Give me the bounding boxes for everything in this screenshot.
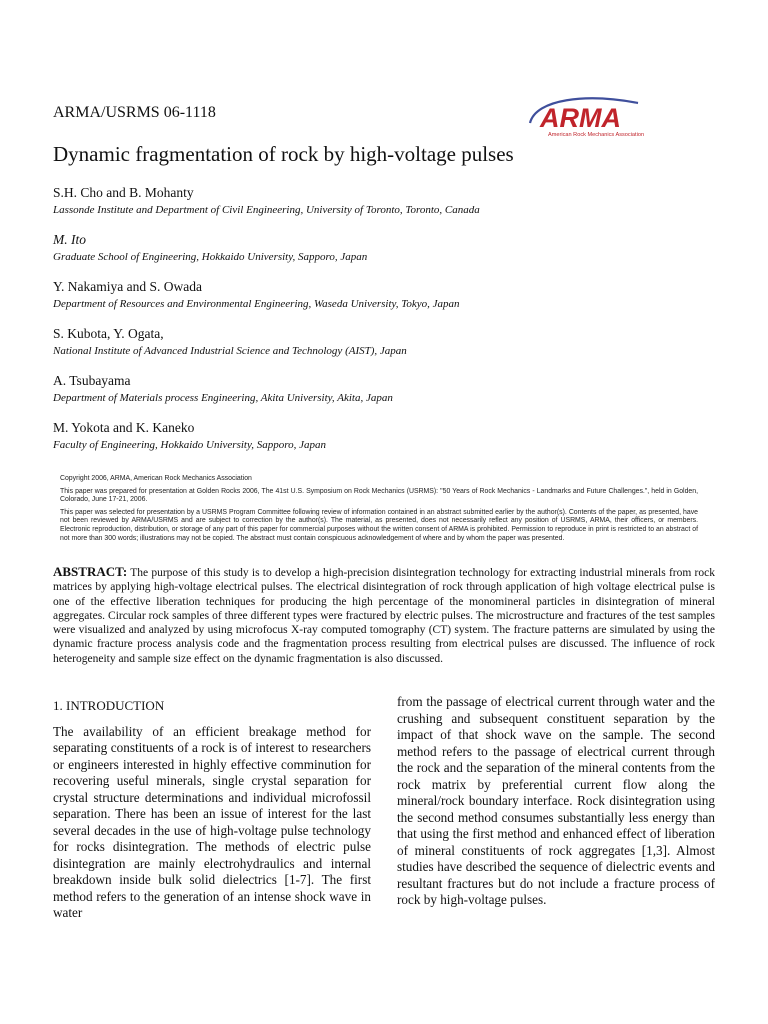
author-names: S. Kubota, Y. Ogata, [53,326,164,341]
author-names: Y. Nakamiya and S. Owada [53,279,202,294]
author-list [53,184,733,466]
paper-id: ARMA/USRMS 06-1118 [53,104,216,121]
selection-note: This paper was selected for presentation by a USRMS Program Committee following review of information contained in an abstract submitted earlier by the author(s). Contents of the paper, as presented, have not been reviewed by ARMA/USRMS and are subject to correction by the author(s). The material, as presented, does not necessarily reflect any position of USRMS, ARMA, their officers, or members. Electronic reproduction, distribution, or storage of any part of this paper for commercial purposes without the written consent of ARMA is prohibited. Permission to reproduce in print is restricted to an abstract of not more than 300 words; illustrations may not be copied. The abstract must contain conspicuous acknowledgement of where and by whom the paper was presented. [60,508,698,542]
author-affiliation: Department of Resources and Environmental Engineering, Waseda University, Tokyo, Japan [53,298,460,310]
abstract-label: ABSTRACT: [53,564,128,579]
intro-paragraph-left: The availability of an efficient breakage method for separating constituents of a rock is of interest to researchers or engineers interested in highly effective comminution for recovering useful minerals, single crystal separation for crystal structure determinations and individual microfossil separation. There has been an issue of interest for the last several decades in the use of high-voltage pulse technology for rocks disintegration. The methods of electric pulse disintegration are mainly electrohydraulics and internal breakdown inside bulk solid dielectrics [1-7]. The first method refers to the generation of an intense shock wave in water [53,723,371,920]
arma-logo [526,93,646,139]
right-column [397,694,715,909]
author-affiliation: Graduate School of Engineering, Hokkaido University, Sapporo, Japan [53,251,368,263]
author-names: M. Yokota and K. Kaneko [53,420,195,435]
logo-text: ARMA [540,103,621,133]
author-affiliation: National Institute of Advanced Industrial Science and Technology (AIST), Japan [53,345,407,357]
left-column [53,698,371,922]
author-affiliation: Department of Materials process Engineering, Akita University, Akita, Japan [53,392,393,404]
intro-paragraph-right: from the passage of electrical current through water and the crushing and subsequent constituent separation by the impact of that shock wave on the sample. The second method refers to the passage of electrical current through the rock and the separation of the mineral contents from the rock matrix by preferential current flow along the mineral/rock boundary interface. Rock disintegration using the second method consumes substantially less energy than that using the first method and enhanced effect of liberation of mineral constituents of rock aggregates [1,3]. Almost studies have described the sequence of dielectric events and resultant fractures but do not include a fracture process of rock by high-voltage pulses. [397,694,715,907]
author-affiliation: Faculty of Engineering, Hokkaido University, Sapporo, Japan [53,439,327,451]
abstract-text: The purpose of this study is to develop a high-precision disintegration technology for extracting industrial minerals from rock matrices by applying high-voltage electrical pulses. The electrical disintegration of rock through application of high voltage electrical pulse is one of the effective liberation techniques for producing the high percentage of the monomineral particles in disintegration of mineral aggregates. Circular rock samples of three different types were fractured by electric pulses. The microstructure and fractures of the test samples were visualized and analyzed by using microfocus X-ray computed tomography (CT) system. The fracture patterns are simulated by using the dynamic fracture process analysis code and the fragmentation process resulting from electrical pulses are discussed. The influence of rock heterogeneity and sample size effect on the dynamic fragmentation is also discussed. [53,567,715,665]
paper-title: Dynamic fragmentation of rock by high-voltage pulses [53,142,514,166]
author-names: S.H. Cho and B. Mohanty [53,185,194,200]
author-affiliation: Lassonde Institute and Department of Civil Engineering, University of Toronto, Toronto, Canada [53,204,480,216]
copyright-line: Copyright 2006, ARMA, American Rock Mechanics Association [60,475,252,482]
author-names: A. Tsubayama [53,373,131,388]
presentation-note: This paper was prepared for presentation at Golden Rocks 2006, The 41st U.S. Symposium on Rock Mechanics (USRMS): "50 Years of Rock Mechanics - Landmarks and Future Challenges.", held in Golden, Colorado, June 17-21, 2006. [60,487,698,504]
abstract [53,565,715,666]
author-names: M. Ito [53,232,86,247]
logo-subtext: American Rock Mechanics Association [548,132,645,138]
copyright-notice [60,475,698,547]
section-heading-introduction: 1. INTRODUCTION [53,698,165,713]
